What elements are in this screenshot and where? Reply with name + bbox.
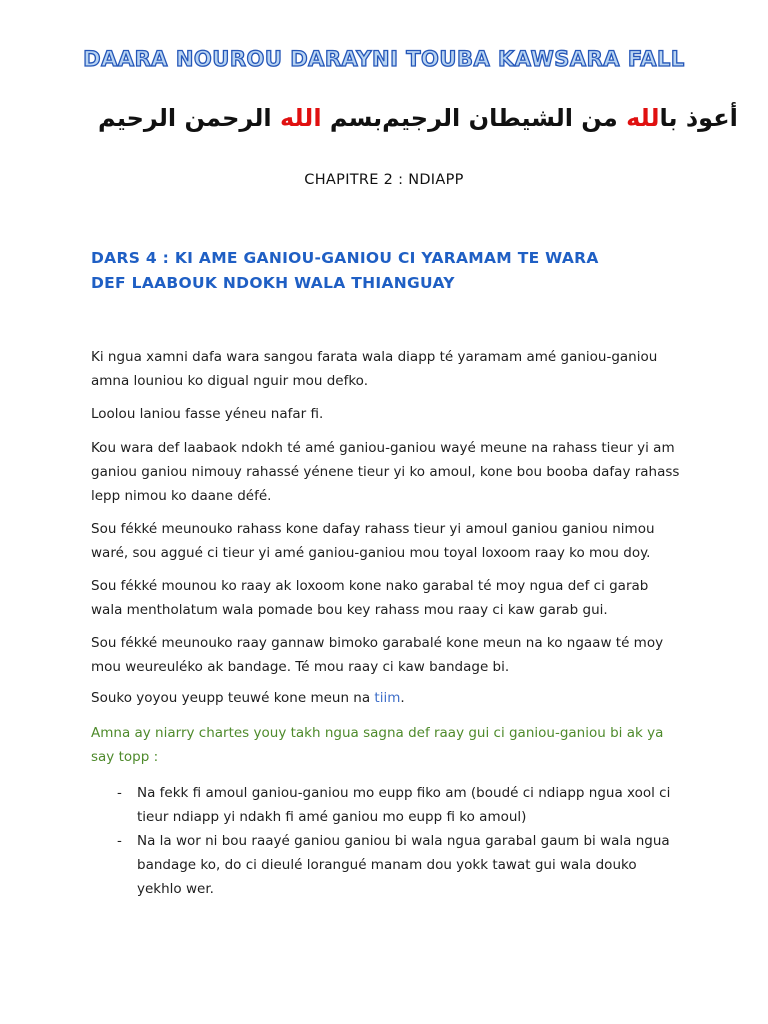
basmala-pre: بسم <box>321 104 383 132</box>
text-line: waré, sou aggué ci tieur yi amé ganiou-ganiou mou toyal loxoom raay ko mou doy. <box>91 545 651 561</box>
basmala <box>98 104 382 132</box>
text-line: Na fekk fi amoul ganiou-ganiou mo eupp fiko am (boudé ci ndiapp ngua xool ci <box>137 785 671 801</box>
istiadha-red: لله <box>626 104 660 132</box>
text-line: tieur ndiapp yi ndakh fi amé ganiou mo eupp fi ko amoul) <box>137 809 527 825</box>
text-line: bandage ko, do ci dieulé lorangué manam dou yokk tawat gui wala douko <box>137 857 637 873</box>
paragraph-5 <box>91 574 691 622</box>
chapter-heading: CHAPITRE 2 : NDIAPP <box>304 172 464 188</box>
text-line: amna louniou ko digual nguir mou defko. <box>91 373 368 389</box>
text-line: yekhlo wer. <box>137 881 214 897</box>
text-line: mou weureuléko ak bandage. Té mou raay ci kaw bandage bi. <box>91 659 510 675</box>
istiadha-pre: أعوذ با <box>659 104 738 132</box>
text-line: Na la wor ni bou raayé ganiou ganiou bi wala ngua garabal gaum bi wala ngua <box>137 833 670 849</box>
paragraph-8 <box>91 721 691 769</box>
list-item <box>91 781 691 829</box>
text-line: ganiou ganiou nimouy rahassé yénene tieur yi ko amoul, kone bou booba dafay rahass <box>91 464 680 480</box>
basmala-red: الله <box>279 104 322 132</box>
paragraph-6 <box>91 631 691 679</box>
bullet-list <box>91 781 691 901</box>
paragraph-3 <box>91 436 691 508</box>
istiadha-post: من الشيطان الرجيم <box>382 104 627 132</box>
text-line: Sou fékké mounou ko raay ak loxoom kone nako garabal té moy ngua def ci garab <box>91 578 649 594</box>
text-span: Souko yoyou yeupp teuwé kone meun na <box>91 690 375 706</box>
arabic-invocation <box>98 96 738 140</box>
text-line: lepp nimou ko daane défé. <box>91 488 272 504</box>
lesson-heading <box>91 246 691 296</box>
bullet-dash: - <box>117 785 122 801</box>
basmala-post: الرحمن الرحيم <box>98 104 280 132</box>
text-line: Sou fékké meunouko rahass kone dafay rahass tieur yi amoul ganiou ganiou nimou <box>91 521 655 537</box>
bullet-dash: - <box>117 833 122 849</box>
text-line: Loolou laniou fasse yéneu nafar fi. <box>91 406 324 422</box>
istiadha <box>382 104 738 132</box>
text-line: Sou fékké meunouko raay gannaw bimoko garabalé kone meun na ko ngaaw té moy <box>91 635 664 651</box>
text-line: say topp : <box>91 749 159 765</box>
paragraph-2 <box>91 402 691 426</box>
school-title: DAARA NOUROU DARAYNI TOUBA KAWSARA FALL <box>83 47 685 71</box>
text-line: Ki ngua xamni dafa wara sangou farata wala diapp té yaramam amé ganiou-ganiou <box>91 349 658 365</box>
paragraph-7 <box>91 686 691 710</box>
tiim-link[interactable]: tiim <box>374 690 401 706</box>
text-line: Amna ay niarry chartes youy takh ngua sagna def raay gui ci ganiou-ganiou bi ak ya <box>91 725 664 741</box>
text-line: Kou wara def laabaok ndokh té amé ganiou-ganiou wayé meune na rahass tieur yi am <box>91 440 675 456</box>
text-span: . <box>400 690 405 706</box>
lesson-heading-line: DARS 4 : KI AME GANIOU-GANIOU CI YARAMAM TE WARA <box>91 249 599 267</box>
paragraph-4 <box>91 517 691 565</box>
paragraph-1 <box>91 345 691 393</box>
list-item <box>91 829 691 901</box>
text-line: wala mentholatum wala pomade bou key rahass mou raay ci kaw garab gui. <box>91 602 608 618</box>
text-line <box>91 686 691 710</box>
lesson-heading-line: DEF LAABOUK NDOKH WALA THIANGUAY <box>91 274 455 292</box>
